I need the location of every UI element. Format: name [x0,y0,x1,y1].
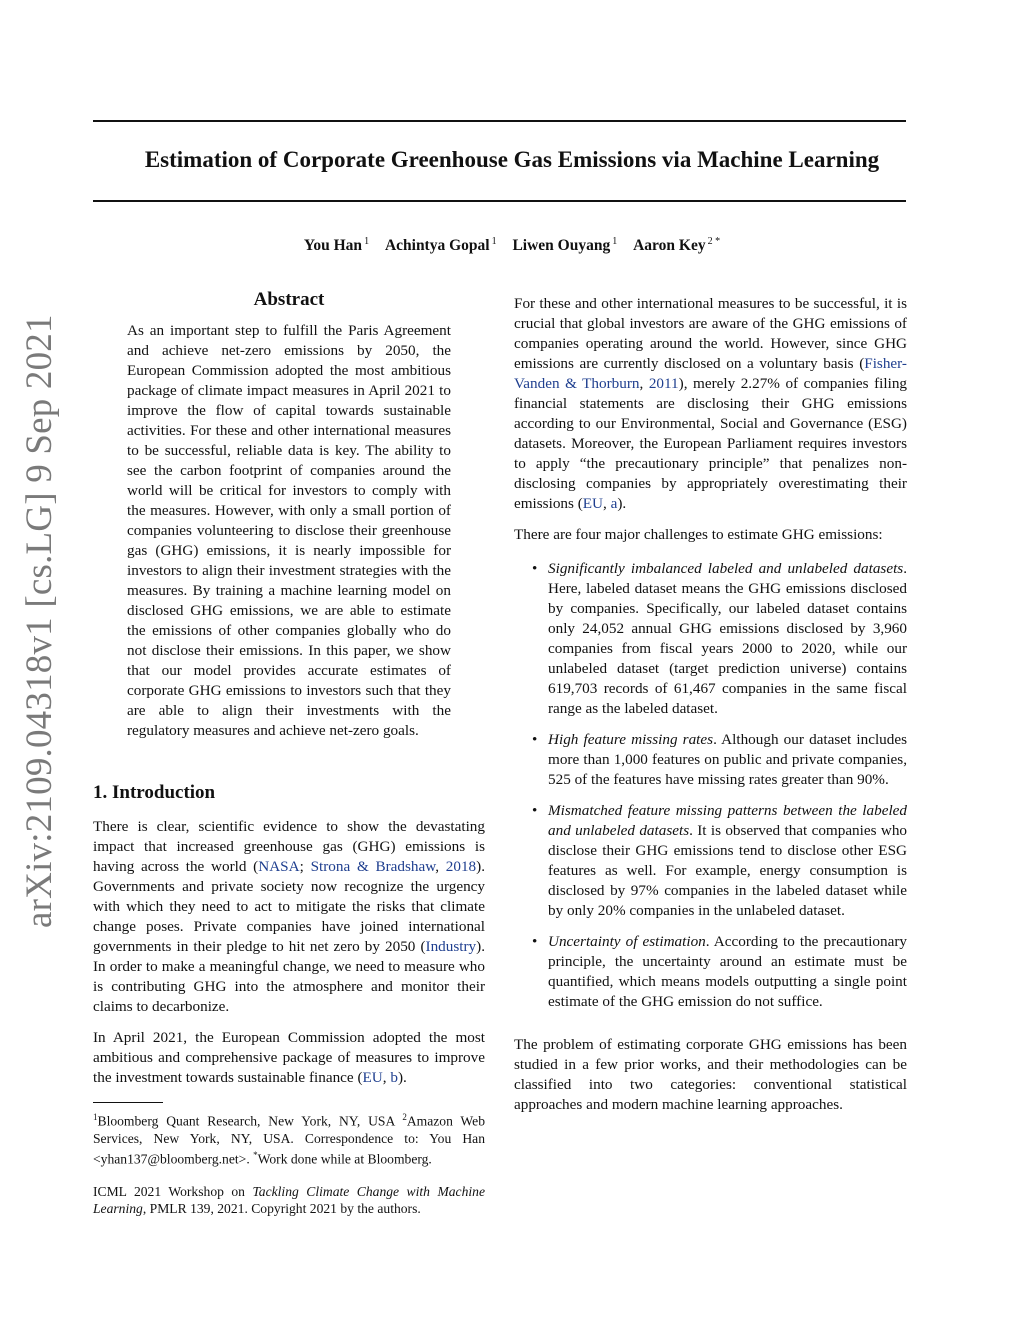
challenges-list [514,559,907,1012]
list-item: • High feature missing rates. Although our dataset includes more than 1,000 features on public and private companies, 525 of the features have missing rates greater than 90%. [532,731,908,788]
author-name: You Han [303,237,363,255]
author-name: Liwen Ouyang [512,237,611,255]
abstract-heading: Abstract [253,289,325,310]
left-column [93,290,485,1217]
author-affiliation: 1 [491,236,497,247]
citation-link[interactable]: EU [362,1069,383,1086]
title-top-rule [93,120,906,122]
author [633,237,720,254]
right-column [514,294,907,1115]
title-bottom-rule [93,200,906,202]
citation-link[interactable]: 2011 [648,375,679,392]
abstract-body: As an important step to fulfill the Paris Agreement and achieve net-zero emissions by 2050, the European Commission adopted the most ambitious package of climate impact measures in April 2021 to improve the flow of capital towards sustainable activities. For these and other international measures to be successful, reliable data is key. The ability to see the carbon footprint of companies around the world will be critical for investors to comply with the measures. However, with only a small portion of companies volunteering to disclose their greenhouse gas (GHG) emissions, it is nearly impossible for investors to align their investment strategies with the measures. By training a machine learning model on disclosed GHG emissions, we are able to estimate the emissions of other companies globally who do not disclose their emissions. In this paper, we show that our model provides accurate estimates of corporate GHG emissions to investors such that they are able to align their investments with the regulatory measures and achieve net-zero goals. [127,322,451,739]
closing-paragraph: The problem of estimating corporate GHG emissions has been studied in a few prior works, and their methodologies can be classified into two categories: conventional statistical approaches and modern machine learning approaches. [514,1036,907,1113]
introduction-heading: 1. Introduction [93,782,216,803]
challenges-intro: There are four major challenges to estimate GHG emissions: [514,526,883,543]
author-list [0,236,1024,255]
author-name: Aaron Key [633,237,706,255]
footnote-divider [93,1102,163,1103]
author-affiliation: 2 * [707,236,721,247]
paper-title: Estimation of Corporate Greenhouse Gas Emissions via Machine Learning [144,147,880,172]
author-affiliation: 1 [612,236,618,247]
footnote: $^1$Bloomberg Quant Research, New York, NY, USA $^2$Amazon Web Services, New York, NY, USA. Correspondence to: You Han <yhan137@bloomberg.net>. *Work done while at Bloomberg. [93,1112,485,1167]
citation-link[interactable]: Industry [425,938,477,955]
arxiv-stamp: arXiv:2109.04318v1 [cs.LG] 9 Sep 2021 [19,314,60,928]
intro-paragraph-2: In April 2021, the European Commission adopted the most ambitious and comprehensive package of measures to improve the investment towards sustainable finance (EU, b). [93,1029,485,1086]
list-item: • Significantly imbalanced labeled and unlabeled datasets. Here, labeled dataset means the GHG emissions disclosed by companies. Specifically, our labeled dataset contains only 24,052 annual GHG emissions disclosed by 3,960 companies from fiscal years 2000 to 2020, while our unlabeled dataset (target prediction universe) contains 619,703 records of 61,467 companies in the same fiscal range as the labeled dataset. [532,560,907,717]
citation-link[interactable]: 2018 [445,858,477,875]
author-name: Achintya Gopal [384,237,490,255]
intro-paragraph-1: There is clear, scientific evidence to show the devastating impact that increased greenhouse gas (GHG) emissions is having across the world (NASA; Strona & Bradshaw, 2018). Governments and private society now recognize the urgency with which they need to act to mitigate the risks that climate change poses. Private companies have joined international governments in their pledge to hit net zero by 2050 (Industry). In order to make a meaningful change, we need to measure who is contributing GHG into the atmosphere and monitor their claims to decarbonize. [93,818,485,1015]
author [385,237,497,254]
citation-link[interactable]: b [390,1069,398,1086]
author [512,237,617,254]
list-item: • Mismatched feature missing patterns between the labeled and unlabeled datasets. It is observed that companies who disclose their GHG emissions tend to disclose other ESG features as well. For example, energy consumption is disclosed by 97% companies in the labeled dataset while by only 20% companies in the unlabeled dataset. [532,802,908,919]
list-item: • Uncertainty of estimation. According to the precautionary principle, the uncertainty around an estimate must be quantified, which means models outputting a single point estimate of the GHG emission do not suffice. [532,933,907,1010]
citation-link[interactable]: EU [582,495,604,512]
author-affiliation: 1 [364,236,370,247]
citation-link[interactable]: NASA [258,858,300,875]
citation-link[interactable]: Strona & Bradshaw [310,858,436,875]
author [304,237,369,254]
right-paragraph-1: For these and other international measures to be successful, it is crucial that global investors are aware of the GHG emissions of companies operating around the world. However, since GHG emissions are currently disclosed on a voluntary basis (Fisher-Vanden & Thorburn, 2011), merely 2.27% of companies filing financial statements are disclosing their GHG emissions according to our Environmental, Social and Governance (ESG) datasets. Moreover, the European Parliament requires investors to apply “the precautionary principle” that penalizes non-disclosing companies by appropriately overestimating their emissions (EU, a). [514,295,908,512]
citation-link[interactable]: Fisher-Vanden & Thorburn [514,355,907,392]
venue-notice: ICML 2021 Workshop on Tackling Climate Change with Machine Learning, PMLR 139, 2021. Copyright 2021 by the authors. [93,1184,485,1217]
citation-link[interactable]: a [610,495,618,512]
